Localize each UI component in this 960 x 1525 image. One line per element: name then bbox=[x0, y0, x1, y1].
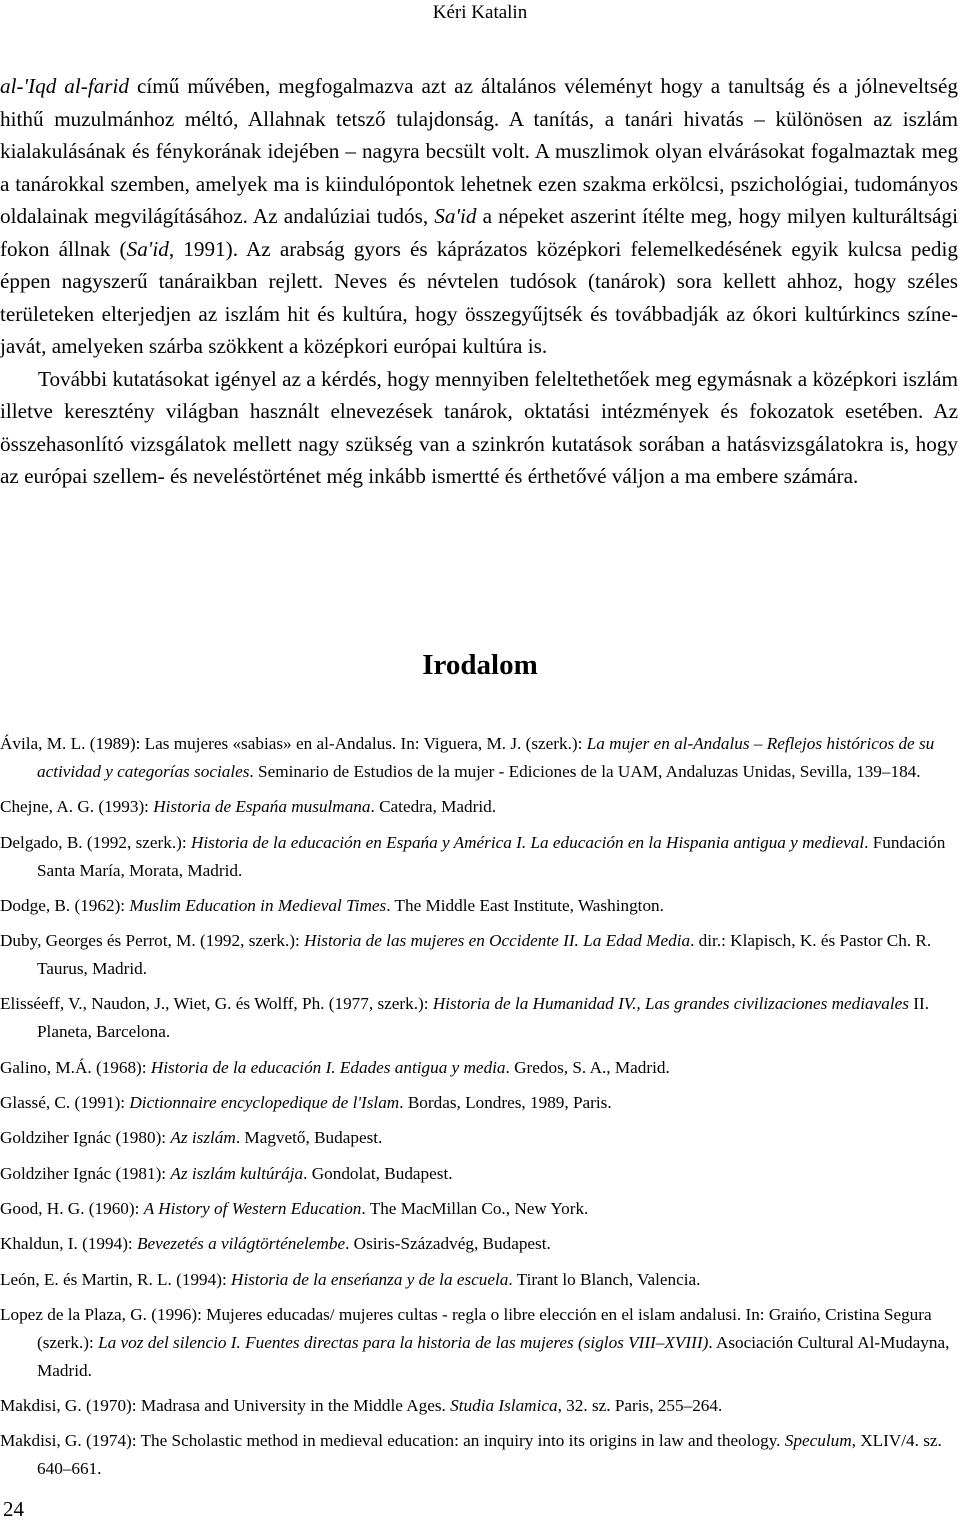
text-run: Makdisi, G. (1970): Madrasa and University in the Middle Ages. bbox=[0, 1396, 451, 1416]
text-run: , 32. sz. Paris, 255–264. bbox=[557, 1396, 723, 1416]
text-run: a népeket aszerint ítélte meg, hogy milyen kulturáltsági fokon állnak ( bbox=[0, 204, 958, 261]
reference-entry bbox=[0, 1427, 958, 1483]
text-run: . Gondolat, Budapest. bbox=[303, 1163, 453, 1183]
reference-entry bbox=[0, 1124, 958, 1152]
text-run: Makdisi, G. (1974): The Scholastic method in medieval education: an inquiry into its origins in law and theology. bbox=[0, 1431, 785, 1451]
text-run: . dir.: Klapisch, K. és Pastor Ch. R. Taurus, Madrid. bbox=[37, 931, 932, 979]
reference-entry bbox=[0, 1089, 958, 1117]
reference-entry bbox=[0, 730, 958, 786]
text-run: Galino, M.Á. (1968): bbox=[0, 1057, 151, 1077]
text-run: Glassé, C. (1991): bbox=[0, 1093, 130, 1113]
text-run: Duby, Georges és Perrot, M. (1992, szerk.): bbox=[0, 931, 305, 951]
body-text bbox=[0, 70, 958, 493]
italic-text: Historia de la Humanidad IV., Las grandes civilizaciones mediavales bbox=[432, 994, 909, 1014]
text-run: Goldziher Ignác (1981): bbox=[0, 1163, 171, 1183]
text-run: Elisséeff, V., Naudon, J., Wiet, G. és Wolff, Ph. (1977, szerk.): bbox=[0, 994, 433, 1014]
text-run: . Osiris-Századvég, Budapest. bbox=[345, 1234, 551, 1254]
text-run: Dodge, B. (1962): bbox=[0, 895, 130, 915]
reference-entry bbox=[0, 1392, 958, 1420]
italic-text: Studia Islamica bbox=[450, 1396, 558, 1416]
italic-text: Historia de Espańa musulmana bbox=[153, 797, 371, 817]
italic-text: Speculum bbox=[784, 1431, 852, 1451]
text-run: . Seminario de Estudios de la mujer - Ediciones de la UAM, Andaluzas Unidas, Sevilla, 139–184. bbox=[249, 762, 921, 781]
text-run: További kutatásokat igényel az a kérdés, hogy mennyiben feleltethetőek meg egymásnak a középkori iszlám illetve keresztény világban használt elnevezések tanárok, oktatási intézmények és fokozatok esetében. Az összehasonlító vizsgálatok mellett nagy szükség van a szinkrón kutatások sorában a hatásvizsgálatokra is, hogy az európai szellem- és neveléstörténet még inkább ismertté és érthetővé váljon a ma embere számára. bbox=[0, 366, 958, 488]
italic-text: A History of Western Education bbox=[143, 1198, 362, 1218]
reference-entry bbox=[0, 1266, 958, 1294]
text-run: . Fundación Santa María, Morata, Madrid. bbox=[37, 832, 946, 880]
italic-text: Sa'id bbox=[434, 204, 477, 228]
text-run: Lopez de la Plaza, G. (1996): Mujeres educadas/ mujeres cultas - regla o libre elección en el islam andalusi. In: Graińo, Cristina Segura (szerk.): bbox=[0, 1304, 932, 1352]
text-run: Ávila, M. L. (1989): Las mujeres «sabias» en al-Andalus. In: Viguera, M. J. (szerk.): bbox=[0, 734, 587, 753]
italic-text: Az iszlám kultúrája bbox=[170, 1163, 304, 1183]
text-run: León, E. és Martin, R. L. (1994): bbox=[0, 1269, 232, 1289]
text-run: . Bordas, Londres, 1989, Paris. bbox=[399, 1093, 612, 1113]
text-run: . The Middle East Institute, Washington. bbox=[386, 895, 664, 915]
reference-entry bbox=[0, 990, 958, 1046]
page-number: 24 bbox=[3, 1497, 24, 1521]
text-run: Good, H. G. (1960): bbox=[0, 1198, 144, 1218]
text-run: , 1991). Az arabság gyors és káprázatos középkori felemelkedésének egyik kulcsa pedig éppen nagyszerű tanáraikban rejlett. Neves és névtelen tudósok (tanárok) sora kellett ahhoz, hogy széles területeken elterjedjen az iszlám hit és kultúra, hogy összegyűjtsék és továbbadják az ókori kultúrkincs színe-javát, amelyeken szárba szökkent a középkori európai kultúra is. bbox=[0, 236, 959, 358]
text-run: . Gredos, S. A., Madrid. bbox=[505, 1057, 670, 1077]
italic-text: Historia de la enseńanza y de la escuela bbox=[231, 1269, 509, 1289]
text-run: . The MacMillan Co., New York. bbox=[361, 1198, 589, 1218]
reference-entry bbox=[0, 1230, 958, 1258]
italic-text: Muslim Education in Medieval Times bbox=[129, 895, 387, 915]
italic-text: al-'Iqd al-farid bbox=[0, 74, 130, 98]
italic-text: Az iszlám bbox=[170, 1128, 236, 1148]
text-run: II. Planeta, Barcelona. bbox=[37, 994, 929, 1042]
italic-text: Historia de la educación I. Edades antigua y media bbox=[150, 1057, 506, 1077]
reference-entry bbox=[0, 1301, 958, 1385]
text-run: Goldziher Ignác (1980): bbox=[0, 1128, 171, 1148]
text-run: . Magvető, Budapest. bbox=[235, 1128, 383, 1148]
italic-text: Sa'id bbox=[126, 236, 169, 261]
italic-text: La mujer en al-Andalus – Reflejos históricos de su actividad y categorías sociales bbox=[37, 734, 935, 781]
reference-entry bbox=[0, 927, 958, 983]
italic-text: Dictionnaire encyclopedique de l'Islam bbox=[129, 1093, 400, 1113]
italic-text: Bevezetés a világtörténelembe bbox=[137, 1234, 346, 1254]
text-run: . Asociación Cultural Al-Mudayna, Madrid. bbox=[37, 1332, 950, 1380]
reference-entry bbox=[0, 1160, 958, 1188]
text-run: Delgado, B. (1992, szerk.): bbox=[0, 832, 191, 852]
body-paragraph bbox=[0, 363, 958, 493]
reference-entry bbox=[0, 829, 958, 885]
section-title: Irodalom bbox=[422, 649, 538, 681]
reference-entry bbox=[0, 892, 958, 920]
running-header: Kéri Katalin bbox=[432, 2, 528, 23]
italic-text: Historia de las mujeres en Occidente II. La Edad Media bbox=[304, 931, 691, 951]
reference-list bbox=[0, 730, 958, 1491]
text-run: , XLIV/4. sz. 640–661. bbox=[37, 1431, 942, 1479]
text-run: Khaldun, I. (1994): bbox=[0, 1234, 137, 1254]
body-paragraph bbox=[0, 70, 958, 363]
reference-entry bbox=[0, 1054, 958, 1082]
reference-entry bbox=[0, 1195, 958, 1223]
text-run: Chejne, A. G. (1993): bbox=[0, 797, 154, 817]
italic-text: La voz del silencio I. Fuentes directas para la historia de las mujeres (siglos VIII–XVIII) bbox=[98, 1332, 709, 1352]
reference-entry bbox=[0, 793, 958, 821]
text-run: . Tirant lo Blanch, Valencia. bbox=[508, 1269, 701, 1289]
italic-text: Historia de la educación en Espańa y América I. La educación en la Hispania antigua y medieval bbox=[190, 832, 865, 852]
text-run: című művében, megfogalmazva azt az általános véleményt hogy a tanultság és a jólneveltség hithű muzulmánhoz méltó, Allahnak tetsző tulajdonság. A tanítás, a tanári hivatás – különösen az iszlám kialakulásának és fénykorának idejében – nagyra becsült volt. A muszlimok olyan elvárásokat fogalmaztak meg a tanárokkal szemben, amelyek ma is kiindulópontok lehetnek ezen szakma erkölcsi, pszichológiai, tudományos oldalainak megvilágításához. Az andalúziai tudós, bbox=[0, 74, 958, 228]
text-run: . Catedra, Madrid. bbox=[370, 797, 497, 817]
